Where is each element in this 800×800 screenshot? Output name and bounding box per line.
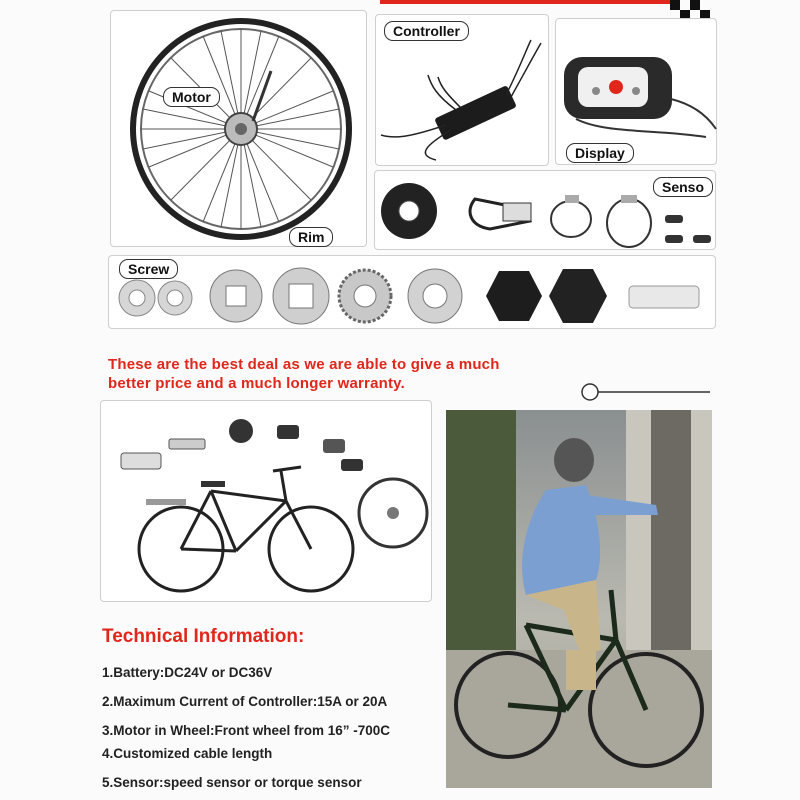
cyclist-photo xyxy=(446,410,712,788)
spec-sensor: 5.Sensor:speed sensor or torque sensor xyxy=(102,775,362,790)
screw-panel xyxy=(108,255,716,329)
display-panel xyxy=(555,18,717,165)
wheel-illustration xyxy=(111,11,366,246)
sensor-label: Senso xyxy=(653,177,713,197)
controller-panel xyxy=(375,14,549,166)
bicycle-kit-illustration xyxy=(101,401,431,601)
decorative-circle-line xyxy=(580,382,720,402)
controller-label: Controller xyxy=(384,21,469,41)
sensor-panel xyxy=(374,170,716,250)
tech-info-title: Technical Information: xyxy=(102,626,305,647)
cyclist-photo-illustration xyxy=(446,410,712,788)
promo-line-1: These are the best deal as we are able to give a much xyxy=(108,356,500,373)
screws-illustration xyxy=(109,256,715,328)
rim-label: Rim xyxy=(289,227,333,247)
spec-battery: 1.Battery:DC24V or DC36V xyxy=(102,665,273,680)
kit-diagram-panel xyxy=(100,400,432,602)
wheel-panel xyxy=(110,10,367,247)
promo-line-2: better price and a much longer warranty. xyxy=(108,375,405,392)
top-red-stripe xyxy=(380,0,670,4)
screw-label: Screw xyxy=(119,259,178,279)
motor-label: Motor xyxy=(163,87,220,107)
spec-controller-current: 2.Maximum Current of Controller:15A or 20A xyxy=(102,694,388,709)
display-label: Display xyxy=(566,143,634,163)
controller-illustration xyxy=(376,15,548,165)
spec-cable-length: 4.Customized cable length xyxy=(102,746,273,761)
spec-motor-wheel: 3.Motor in Wheel:Front wheel from 16” -700C xyxy=(102,723,391,738)
